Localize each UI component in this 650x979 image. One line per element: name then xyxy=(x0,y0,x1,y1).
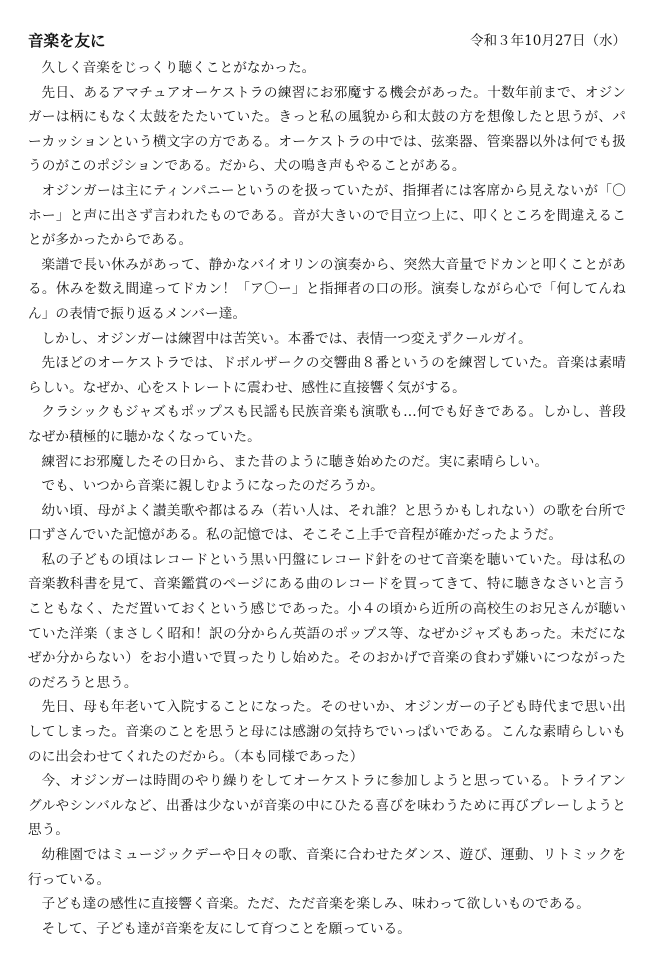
paragraph: 子ども達の感性に直接響く音楽。ただ、ただ音楽を楽しみ、味わって欲しいものである。 xyxy=(41,896,590,913)
document-page xyxy=(28,28,626,941)
paragraph: 楽譜で長い休みがあって、静かなバイオリンの演奏から、突然大音量でドカンと叩くことがある。休みを数え間違ってドカン！「ア〇ー」と指揮者の口の形。演奏しながら心で「何してんねん」の表情で振り返るメンバー達。 xyxy=(28,256,626,322)
document-title: 音楽を友に xyxy=(28,32,106,50)
paragraph: 練習にお邪魔したその日から、また昔のように聴き始めたのだ。実に素晴らしい。 xyxy=(41,453,549,470)
document-header xyxy=(28,28,626,56)
paragraph: 先日、あるアマチュアオーケストラの練習にお邪魔する機会があった。十数年前まで、オジンガーは柄にもなく太鼓をたたいていた。きっと私の風貌から和太鼓の方を想像したと思うが、パーカッションという横文字の方である。オーケストラの中では、弦楽器、管楽器以外は何でも扱うのがこのポジションである。だから、犬の鳴き声もやることがある。 xyxy=(28,84,626,175)
paragraph: 幼稚園ではミュージックデーや日々の歌、音楽に合わせたダンス、遊び、運動、リトミックを行っている。 xyxy=(28,847,626,888)
paragraph: 幼い頃、母がよく讃美歌や都はるみ（若い人は、それ誰？と思うかもしれない）の歌を台所で口ずさんでいた記憶がある。私の記憶では、そこそこ上手で音程が確かだったようだ。 xyxy=(28,502,626,544)
paragraph: 私の子どもの頃はレコードという黒い円盤にレコード針をのせて音楽を聴いていた。母は私の音楽教科書を見て、音楽鑑賞のページにある曲のレコードを買ってきて、特に聴きなさいと言うこともなく、ただ置いておくという感じであった。小４の頃から近所の高校生のお兄さんが聴いていた洋楽（まさしく昭和！訳の分からん英語のポップス等、なぜかジャズもあった。未だになぜか分からない）をお小遣いで買ったりし始めた。そのおかげで音楽の食わず嫌いにつながったのだろうと思う。 xyxy=(28,551,626,691)
paragraph: オジンガーは主にティンパニーというのを扱っていたが、指揮者には客席から見えないが「〇ホー」と声に出さず言われたものである。音が大きいので目立つ上に、叩くところを間違えることが多かったからである。 xyxy=(28,182,626,249)
paragraph: でも、いつから音楽に親しむようになったのだろうか。 xyxy=(41,478,384,495)
paragraph: そして、子ども達が音楽を友にして育つことを願っている。 xyxy=(41,920,411,937)
paragraph: 先日、母も年老いて入院することになった。そのせいか、オジンガーの子ども時代まで思い出してしまった。音楽のことを思うと母には感謝の気持ちでいっぱいである。こんな素晴らしいものに出会わせてくれたのだから。（本も同様であった） xyxy=(28,699,626,765)
document-body xyxy=(28,56,626,941)
document-date: 令和３年10月27日（水） xyxy=(470,33,626,49)
paragraph: 久しく音楽をじっくり聴くことがなかった。 xyxy=(41,60,316,76)
paragraph: 今、オジンガーは時間のやり繰りをしてオーケストラに参加しようと思っている。トライアングルやシンバルなど、出番は少ないが音楽の中にひたる喜びを味わうために再びプレーしようと思う。 xyxy=(28,773,626,839)
paragraph: クラシックもジャズもポップスも民謡も民族音楽も演歌も…何でも好きである。しかし、普段なぜか積極的に聴かなくなっていた。 xyxy=(28,404,626,445)
paragraph: しかし、オジンガーは練習中は苦笑い。本番では、表情一つ変えずクールガイ。 xyxy=(41,330,532,347)
paragraph: 先ほどのオーケストラでは、ドボルザークの交響曲８番というのを練習していた。音楽は素晴らしい。なぜか、心をストレートに震わせ、感性に直接響く気がする。 xyxy=(28,355,626,396)
